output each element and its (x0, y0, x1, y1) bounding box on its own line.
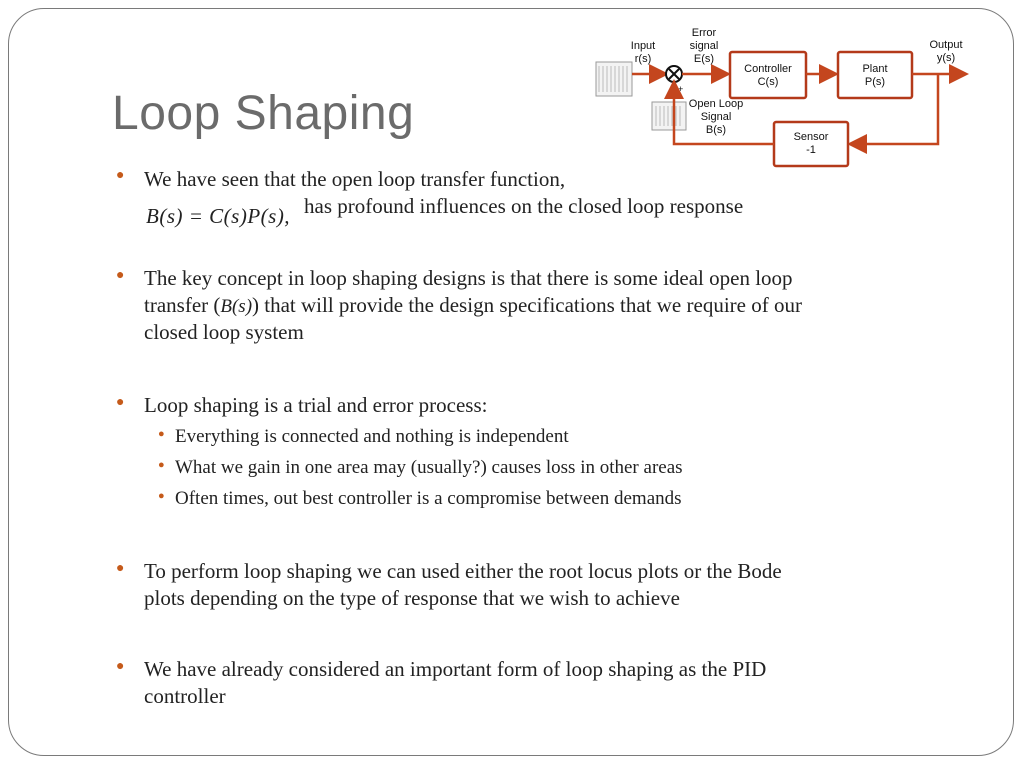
output-label: Output (929, 39, 963, 51)
bullet-2-symbol: B(s) (220, 296, 253, 317)
bullet-3-text: Loop shaping is a trial and error process: (144, 393, 488, 417)
slide-title: Loop Shaping (112, 87, 415, 140)
plant-tf: P(s) (864, 76, 886, 88)
controller-block (730, 52, 806, 98)
bullet-1-continuation: has profound influences on the closed loop response (304, 194, 744, 218)
bullet-2-line-3: closed loop system (144, 320, 304, 344)
bullet-1-text: We have seen that the open loop transfer function, (144, 167, 566, 191)
sensor-gain: -1 (806, 144, 816, 156)
input-signal-icon (596, 62, 632, 96)
bullet-3-sub-2: What we gain in one area may (usually?) causes loss in other areas (175, 457, 683, 478)
error-label: Error (691, 27, 717, 39)
bullet-4-line-2: plots depending on the type of response that we wish to achieve (144, 586, 680, 610)
plant-label: Plant (862, 63, 888, 75)
open-loop-label: Open Loop (688, 98, 744, 110)
sub-bullet-marker: ● (158, 490, 165, 502)
plant-block (838, 52, 912, 98)
open-loop-signal-name: B(s) (705, 124, 727, 136)
bullet-2-line-2 (144, 292, 802, 320)
output-signal-name: y(s) (936, 52, 956, 64)
bullet-3-sub-3: Often times, out best controller is a compromise between demands (175, 488, 682, 509)
bullet-2-line-2a: transfer ( (144, 293, 221, 317)
sub-bullet-marker: ● (158, 459, 165, 471)
bullet-marker: ● (116, 168, 125, 183)
summing-junction-icon (666, 66, 682, 82)
sub-bullet-marker: ● (158, 428, 165, 440)
bullet-marker: ● (116, 395, 125, 410)
bullet-5-line-1: We have already considered an important form of loop shaping as the PID (144, 657, 767, 681)
svg-text:+: + (678, 84, 684, 94)
bullet-marker: ● (116, 561, 125, 576)
input-label: Input (630, 40, 656, 52)
input-signal-name: r(s) (634, 53, 652, 65)
error-signal-name: E(s) (693, 53, 715, 65)
bullet-marker: ● (116, 659, 125, 674)
bullet-marker: ● (116, 268, 125, 283)
bullet-4-line-1: To perform loop shaping we can used either the root locus plots or the Bode (144, 559, 782, 583)
open-loop-signal-icon (652, 102, 686, 130)
open-loop-label-2: Signal (700, 111, 732, 123)
block-diagram (590, 22, 990, 182)
bullet-2-line-1: The key concept in loop shaping designs is that there is some ideal open loop (144, 266, 793, 290)
bullet-1-formula: B(s) = C(s)P(s), (146, 204, 291, 228)
bullet-2-line-2c: ) that will provide the design specifications that we require of our (252, 293, 802, 317)
sensor-label: Sensor (793, 131, 829, 143)
bullet-3-sub-1: Everything is connected and nothing is independent (175, 426, 569, 447)
controller-tf: C(s) (757, 76, 779, 88)
controller-label: Controller (744, 63, 792, 75)
bullet-5-line-2: controller (144, 684, 226, 708)
error-label-2: signal (689, 40, 719, 52)
